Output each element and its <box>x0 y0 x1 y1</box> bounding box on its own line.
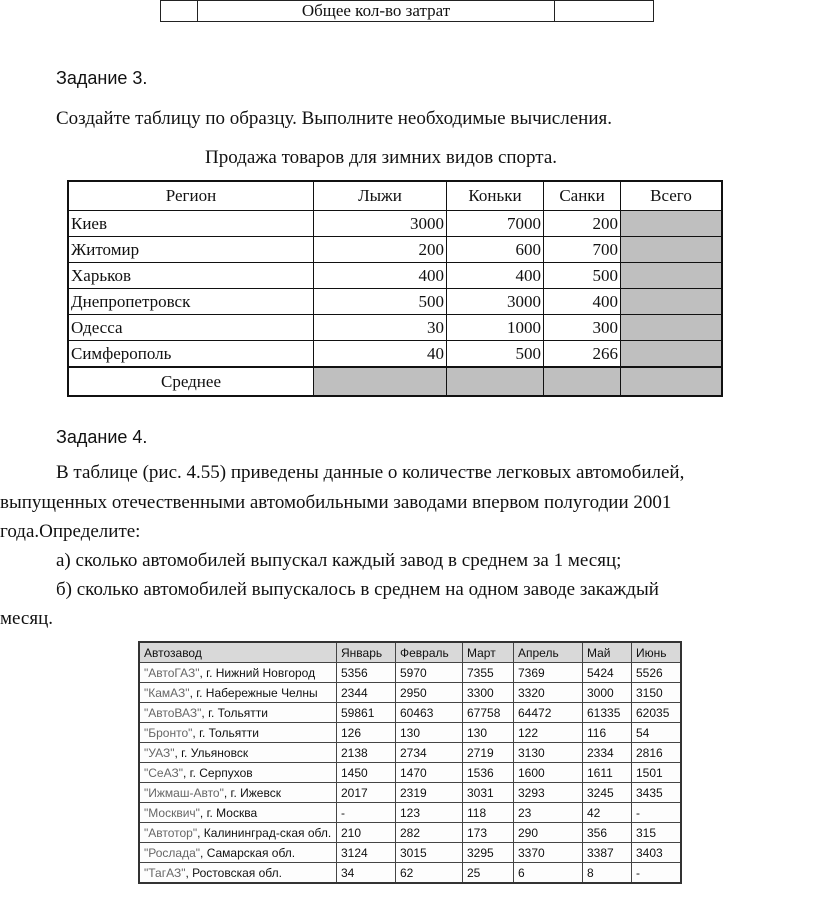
header-may: Май <box>583 642 632 663</box>
month-value-cell: 290 <box>514 823 583 843</box>
region-cell: Одесса <box>68 315 314 341</box>
plant-cell <box>139 863 337 884</box>
plant-city: , г. Тольятти <box>201 705 268 720</box>
month-value-cell: 3150 <box>632 683 682 703</box>
ski-cell: 400 <box>314 263 447 289</box>
month-value-cell: 5356 <box>337 663 396 683</box>
month-value-cell: 130 <box>396 723 463 743</box>
month-value-cell: 126 <box>337 723 396 743</box>
month-value-cell: 7355 <box>463 663 514 683</box>
plant-name: "Ижмаш-Авто" <box>144 785 224 800</box>
month-value-cell: - <box>632 863 682 884</box>
average-ski-cell <box>314 367 447 396</box>
average-row <box>68 367 722 396</box>
header-mar: Март <box>463 642 514 663</box>
previous-table-fragment <box>160 0 654 22</box>
total-cell <box>621 341 723 368</box>
month-value-cell: 61335 <box>583 703 632 723</box>
table-row <box>68 315 722 341</box>
sled-cell: 200 <box>544 211 621 237</box>
month-value-cell: 130 <box>463 723 514 743</box>
region-cell: Днепропетровск <box>68 289 314 315</box>
plant-cell <box>139 683 337 703</box>
task3-heading: Задание 3. <box>56 68 148 88</box>
plant-name: "ТагАЗ" <box>144 865 186 880</box>
plant-name: "Москвич" <box>144 805 200 820</box>
fragment-total-label: Общее кол-во затрат <box>198 1 555 22</box>
header-jun: Июнь <box>632 642 682 663</box>
skates-cell: 1000 <box>447 315 544 341</box>
month-value-cell: 282 <box>396 823 463 843</box>
month-value-cell: 6 <box>514 863 583 884</box>
month-value-cell: 1611 <box>583 763 632 783</box>
month-value-cell: 356 <box>583 823 632 843</box>
month-value-cell: 2719 <box>463 743 514 763</box>
plant-city: , г. Тольятти <box>192 725 259 740</box>
sled-cell: 400 <box>544 289 621 315</box>
plant-city: , г. Серпухов <box>182 765 253 780</box>
task4-item-b-line2: месяц. <box>0 608 54 629</box>
month-value-cell: 315 <box>632 823 682 843</box>
month-value-cell: 3124 <box>337 843 396 863</box>
month-value-cell: 1501 <box>632 763 682 783</box>
sled-cell: 266 <box>544 341 621 368</box>
table-row <box>139 743 681 763</box>
header-skates: Коньки <box>447 181 544 211</box>
sled-cell: 700 <box>544 237 621 263</box>
plant-name: "УАЗ" <box>144 745 175 760</box>
average-total-cell <box>621 367 723 396</box>
task4-para-line1: В таблице (рис. 4.55) приведены данные о количестве легковых автомобилей, <box>56 462 685 483</box>
month-value-cell: 7369 <box>514 663 583 683</box>
table-row <box>68 263 722 289</box>
plant-cell <box>139 703 337 723</box>
table-row <box>139 683 681 703</box>
month-value-cell: 34 <box>337 863 396 884</box>
month-value-cell: 42 <box>583 803 632 823</box>
month-value-cell: 3015 <box>396 843 463 863</box>
plant-city: , Самарская обл. <box>200 845 296 860</box>
sled-cell: 500 <box>544 263 621 289</box>
table-row <box>139 763 681 783</box>
sales-header-row <box>68 181 722 211</box>
table-row <box>139 723 681 743</box>
month-value-cell: 1470 <box>396 763 463 783</box>
plant-city: , г. Ижевск <box>223 785 281 800</box>
month-value-cell: 8 <box>583 863 632 884</box>
month-value-cell: 5970 <box>396 663 463 683</box>
month-value-cell: 2138 <box>337 743 396 763</box>
month-value-cell: 1450 <box>337 763 396 783</box>
ski-cell: 30 <box>314 315 447 341</box>
plant-name: "СеАЗ" <box>144 765 183 780</box>
region-cell: Киев <box>68 211 314 237</box>
header-region: Регион <box>68 181 314 211</box>
total-cell <box>621 263 723 289</box>
total-cell <box>621 211 723 237</box>
month-value-cell: 2319 <box>396 783 463 803</box>
month-value-cell: 3031 <box>463 783 514 803</box>
month-value-cell: 2344 <box>337 683 396 703</box>
month-value-cell: 5424 <box>583 663 632 683</box>
region-cell: Харьков <box>68 263 314 289</box>
table-row <box>139 663 681 683</box>
month-value-cell: 59861 <box>337 703 396 723</box>
month-value-cell: 60463 <box>396 703 463 723</box>
total-cell <box>621 237 723 263</box>
task3-instruction: Создайте таблицу по образцу. Выполните необходимые вычисления. <box>56 108 612 129</box>
table-row <box>139 843 681 863</box>
skates-cell: 400 <box>447 263 544 289</box>
average-sled-cell <box>544 367 621 396</box>
table-row <box>68 289 722 315</box>
plant-name: "АвтоГАЗ" <box>144 665 200 680</box>
plant-city: , г. Ульяновск <box>174 745 249 760</box>
header-jan: Январь <box>337 642 396 663</box>
month-value-cell: 2017 <box>337 783 396 803</box>
task3-table-title: Продажа товаров для зимних видов спорта. <box>205 147 558 168</box>
plant-cell <box>139 763 337 783</box>
fragment-cell-empty <box>555 1 654 22</box>
average-label: Среднее <box>68 367 314 396</box>
month-value-cell: 62 <box>396 863 463 884</box>
plant-cell <box>139 743 337 763</box>
month-value-cell: - <box>337 803 396 823</box>
month-value-cell: 3370 <box>514 843 583 863</box>
month-value-cell: 3403 <box>632 843 682 863</box>
month-value-cell: 3293 <box>514 783 583 803</box>
region-cell: Симферополь <box>68 341 314 368</box>
total-cell <box>621 289 723 315</box>
month-value-cell: 67758 <box>463 703 514 723</box>
table-row <box>68 237 722 263</box>
ski-cell: 40 <box>314 341 447 368</box>
task4-para-line3: года.Определите: <box>0 521 141 542</box>
fragment-cell-empty <box>161 1 198 22</box>
plant-cell <box>139 823 337 843</box>
table-row <box>68 341 722 368</box>
skates-cell: 7000 <box>447 211 544 237</box>
plant-name: "Автотор" <box>144 825 198 840</box>
plant-city: , г. Москва <box>199 805 258 820</box>
month-value-cell: 1600 <box>514 763 583 783</box>
plant-cell <box>139 803 337 823</box>
month-value-cell: 54 <box>632 723 682 743</box>
plant-cell <box>139 783 337 803</box>
skates-cell: 3000 <box>447 289 544 315</box>
plant-cell <box>139 843 337 863</box>
average-skates-cell <box>447 367 544 396</box>
month-value-cell: 2734 <box>396 743 463 763</box>
month-value-cell: - <box>632 803 682 823</box>
month-value-cell: 2334 <box>583 743 632 763</box>
month-value-cell: 3295 <box>463 843 514 863</box>
month-value-cell: 116 <box>583 723 632 743</box>
header-plant: Автозавод <box>139 642 337 663</box>
month-value-cell: 3300 <box>463 683 514 703</box>
sled-cell: 300 <box>544 315 621 341</box>
month-value-cell: 118 <box>463 803 514 823</box>
plant-city: , г. Набережные Челны <box>189 685 318 700</box>
month-value-cell: 2950 <box>396 683 463 703</box>
ski-cell: 3000 <box>314 211 447 237</box>
task4-item-b-line1: б) сколько автомобилей выпускалось в среднем на одном заводе закаждый <box>56 579 659 600</box>
plant-name: "КамАЗ" <box>144 685 190 700</box>
header-apr: Апрель <box>514 642 583 663</box>
table-row <box>139 703 681 723</box>
plant-cell <box>139 663 337 683</box>
month-value-cell: 25 <box>463 863 514 884</box>
plant-city: , г. Нижний Новгород <box>199 665 316 680</box>
month-value-cell: 2816 <box>632 743 682 763</box>
table-row <box>139 783 681 803</box>
month-value-cell: 123 <box>396 803 463 823</box>
month-value-cell: 1536 <box>463 763 514 783</box>
plant-name: "Рослада" <box>144 845 201 860</box>
plant-city: , Калининград-ская обл. <box>197 825 332 840</box>
plant-name: "Бронто" <box>144 725 193 740</box>
month-value-cell: 23 <box>514 803 583 823</box>
table-row <box>139 823 681 843</box>
plant-city: , Ростовская обл. <box>185 865 282 880</box>
plant-name: "АвтоВАЗ" <box>144 705 202 720</box>
car-production-table <box>138 641 682 884</box>
month-value-cell: 64472 <box>514 703 583 723</box>
task4-item-a: а) сколько автомобилей выпускал каждый завод в среднем за 1 месяц; <box>56 550 622 571</box>
ski-cell: 200 <box>314 237 447 263</box>
ski-cell: 500 <box>314 289 447 315</box>
region-cell: Житомир <box>68 237 314 263</box>
header-ski: Лыжи <box>314 181 447 211</box>
month-value-cell: 3000 <box>583 683 632 703</box>
table-row <box>139 803 681 823</box>
month-value-cell: 3320 <box>514 683 583 703</box>
plant-cell <box>139 723 337 743</box>
month-value-cell: 3245 <box>583 783 632 803</box>
header-total: Всего <box>621 181 723 211</box>
skates-cell: 500 <box>447 341 544 368</box>
month-value-cell: 5526 <box>632 663 682 683</box>
task4-para-line2: выпущенных отечественными автомобильными заводами впервом полугодии 2001 <box>0 492 672 513</box>
task4-heading: Задание 4. <box>56 427 148 447</box>
header-feb: Февраль <box>396 642 463 663</box>
month-value-cell: 173 <box>463 823 514 843</box>
month-value-cell: 122 <box>514 723 583 743</box>
skates-cell: 600 <box>447 237 544 263</box>
month-value-cell: 210 <box>337 823 396 843</box>
month-value-cell: 3435 <box>632 783 682 803</box>
month-value-cell: 3387 <box>583 843 632 863</box>
cars-header-row <box>139 642 681 663</box>
table-row <box>139 863 681 884</box>
sales-table <box>67 180 723 397</box>
month-value-cell: 62035 <box>632 703 682 723</box>
header-sled: Санки <box>544 181 621 211</box>
month-value-cell: 3130 <box>514 743 583 763</box>
total-cell <box>621 315 723 341</box>
table-row <box>68 211 722 237</box>
